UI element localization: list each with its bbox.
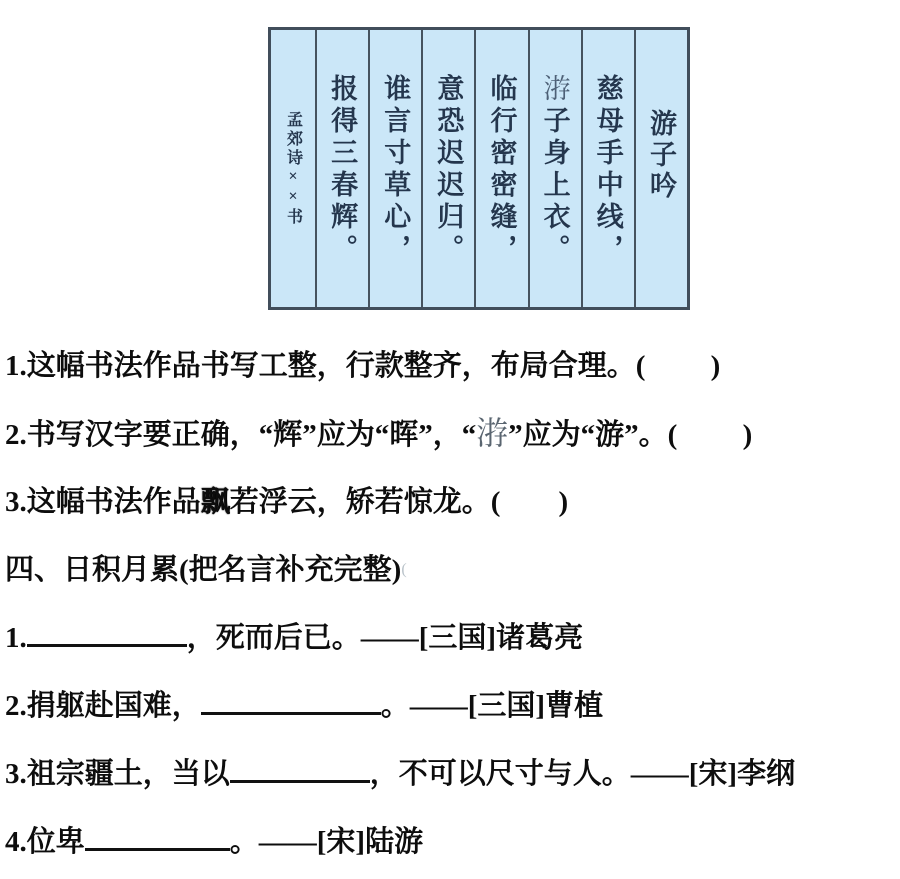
text-run: 3.祖宗疆土，当以 — [5, 758, 230, 790]
text-run: 3.这幅书法作品 — [5, 486, 201, 518]
text-run: 意恐迟迟归。 — [433, 74, 464, 266]
text-lines — [5, 332, 900, 876]
text-run: 谁言寸草心， — [380, 74, 411, 266]
kai-text-run: 㳺 — [476, 416, 509, 451]
calligraphy-artwork — [268, 27, 690, 310]
text-run: 4.位卑 — [5, 826, 85, 858]
text-run: ，不可以尺寸与人。——[宋]李纲 — [369, 758, 796, 790]
text-run: 子身上衣。 — [539, 106, 570, 266]
heavy-text-run: 飘 — [200, 486, 230, 518]
fill-blank-line — [27, 644, 187, 647]
calligraphy-column-poem — [476, 30, 529, 307]
text-run: 若浮云，矫若惊龙。( ) — [229, 486, 569, 518]
calligraphy-column-poem — [530, 30, 583, 307]
text-run: 慈母手中线， — [592, 74, 623, 266]
calligraphy-column-poem — [423, 30, 476, 307]
text-run: 报得三春辉。 — [327, 74, 358, 266]
fill-item-1 — [5, 604, 900, 672]
judge-question-1 — [5, 332, 900, 400]
text-run: 。——[三国]曹植 — [380, 690, 604, 722]
text-run: 临行密密缝， — [486, 74, 517, 266]
fill-item-4 — [5, 808, 900, 876]
text-run: 2.捐躯赴国难， — [5, 690, 201, 722]
section-heading — [5, 536, 900, 604]
calligraphy-column-signature — [271, 30, 317, 307]
fill-item-3 — [5, 740, 900, 808]
text-run: ，死而后已。——[三国]诸葛亮 — [186, 622, 584, 654]
text-run: 1. — [5, 622, 27, 654]
fill-blank-line — [85, 848, 230, 851]
faint-text-run: ( — [401, 561, 407, 578]
judge-question-2 — [5, 400, 900, 468]
judge-question-3 — [5, 468, 900, 536]
text-run: 。——[宋]陆游 — [229, 826, 424, 858]
fill-item-2 — [5, 672, 900, 740]
light-text-run: 㳺 — [539, 74, 570, 106]
calligraphy-column-title — [636, 30, 687, 307]
text-run: 四、日积月累(把名言补充完整) — [5, 554, 402, 586]
text-run: 孟郊诗××书 — [284, 110, 302, 227]
text-run: 1.这幅书法作品书写工整，行款整齐，布局合理。( ) — [5, 350, 721, 382]
calligraphy-column-poem — [370, 30, 423, 307]
text-run: 2.书写汉字要正确，“辉”应为“晖”，“ — [5, 419, 477, 451]
calligraphy-column-poem — [317, 30, 370, 307]
fill-blank-line — [230, 780, 370, 783]
text-run: 游子吟 — [645, 109, 676, 202]
calligraphy-column-poem — [583, 30, 636, 307]
fill-blank-line — [201, 712, 381, 715]
text-run: ”应为“游”。( ) — [508, 419, 753, 451]
